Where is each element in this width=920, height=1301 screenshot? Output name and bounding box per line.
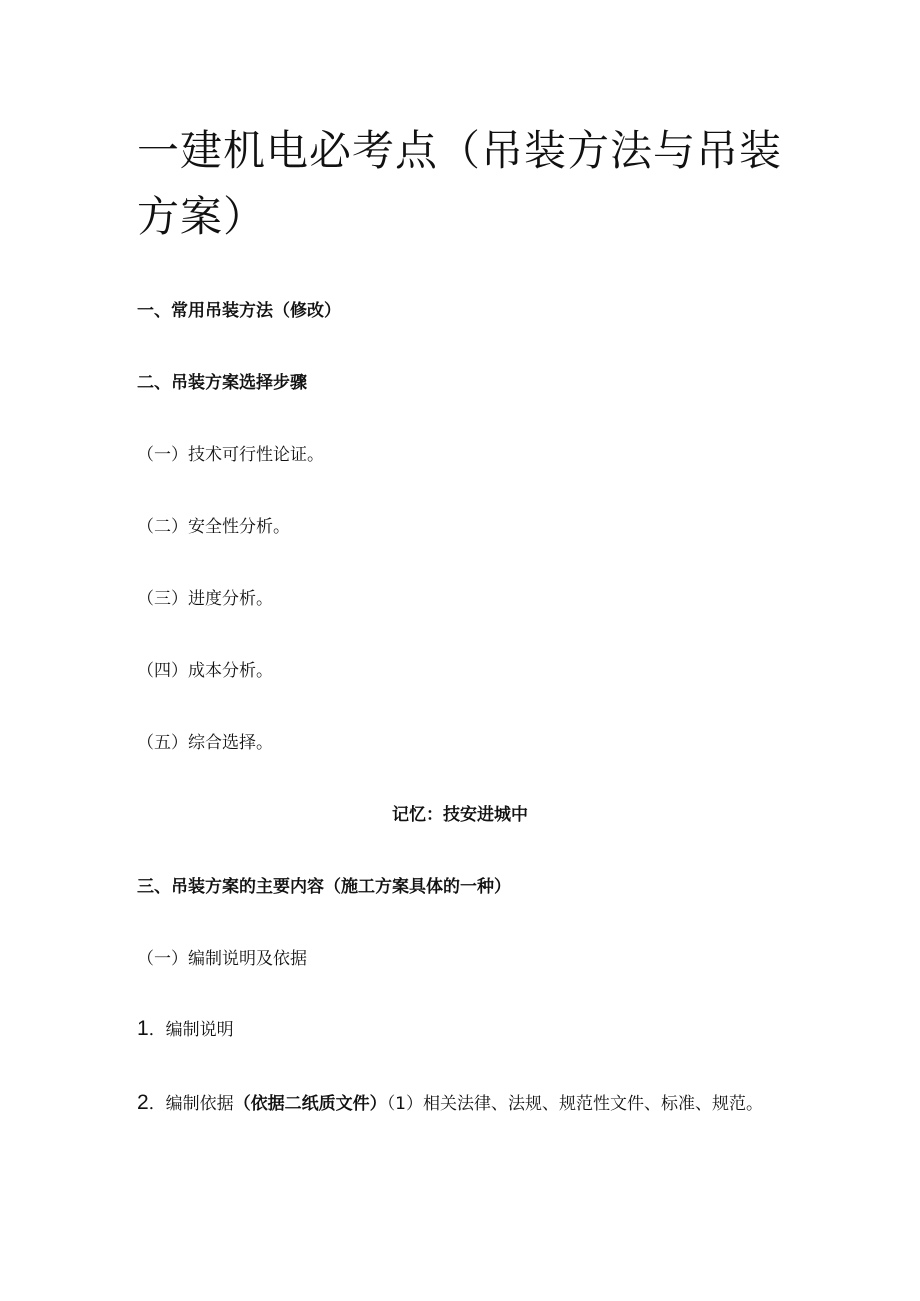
document-title: 一建机电必考点（吊装方法与吊装方案） — [137, 126, 783, 241]
item-text: （1）相关法律、法规、规范性文件、标准、规范。 — [386, 1094, 764, 1114]
numbered-item-1 — [137, 1017, 234, 1042]
section-heading-2: 二、吊装方案选择步骤 — [137, 373, 307, 393]
item-number: 1 — [137, 1017, 149, 1040]
numbered-item-2 — [137, 1091, 787, 1116]
list-item: （四）成本分析。 — [137, 661, 273, 681]
section-heading-1: 一、常用吊装方法（修改） — [137, 301, 341, 321]
section-heading-3: 三、吊装方案的主要内容（施工方案具体的一种） — [137, 877, 511, 897]
list-item: （三）进度分析。 — [137, 589, 273, 609]
item-emphasis: （依据二纸质文件） — [233, 1094, 387, 1114]
list-item: （一）技术可行性论证。 — [137, 445, 324, 465]
item-text: ．编制说明 — [148, 1020, 234, 1040]
subsection-heading: （一）编制说明及依据 — [137, 949, 307, 969]
memory-note: 记忆：技安进城中 — [392, 805, 528, 825]
list-item: （二）安全性分析。 — [137, 517, 290, 537]
item-number: 2 — [137, 1091, 149, 1114]
list-item: （五）综合选择。 — [137, 733, 273, 753]
item-text: ．编制依据 — [148, 1094, 234, 1114]
